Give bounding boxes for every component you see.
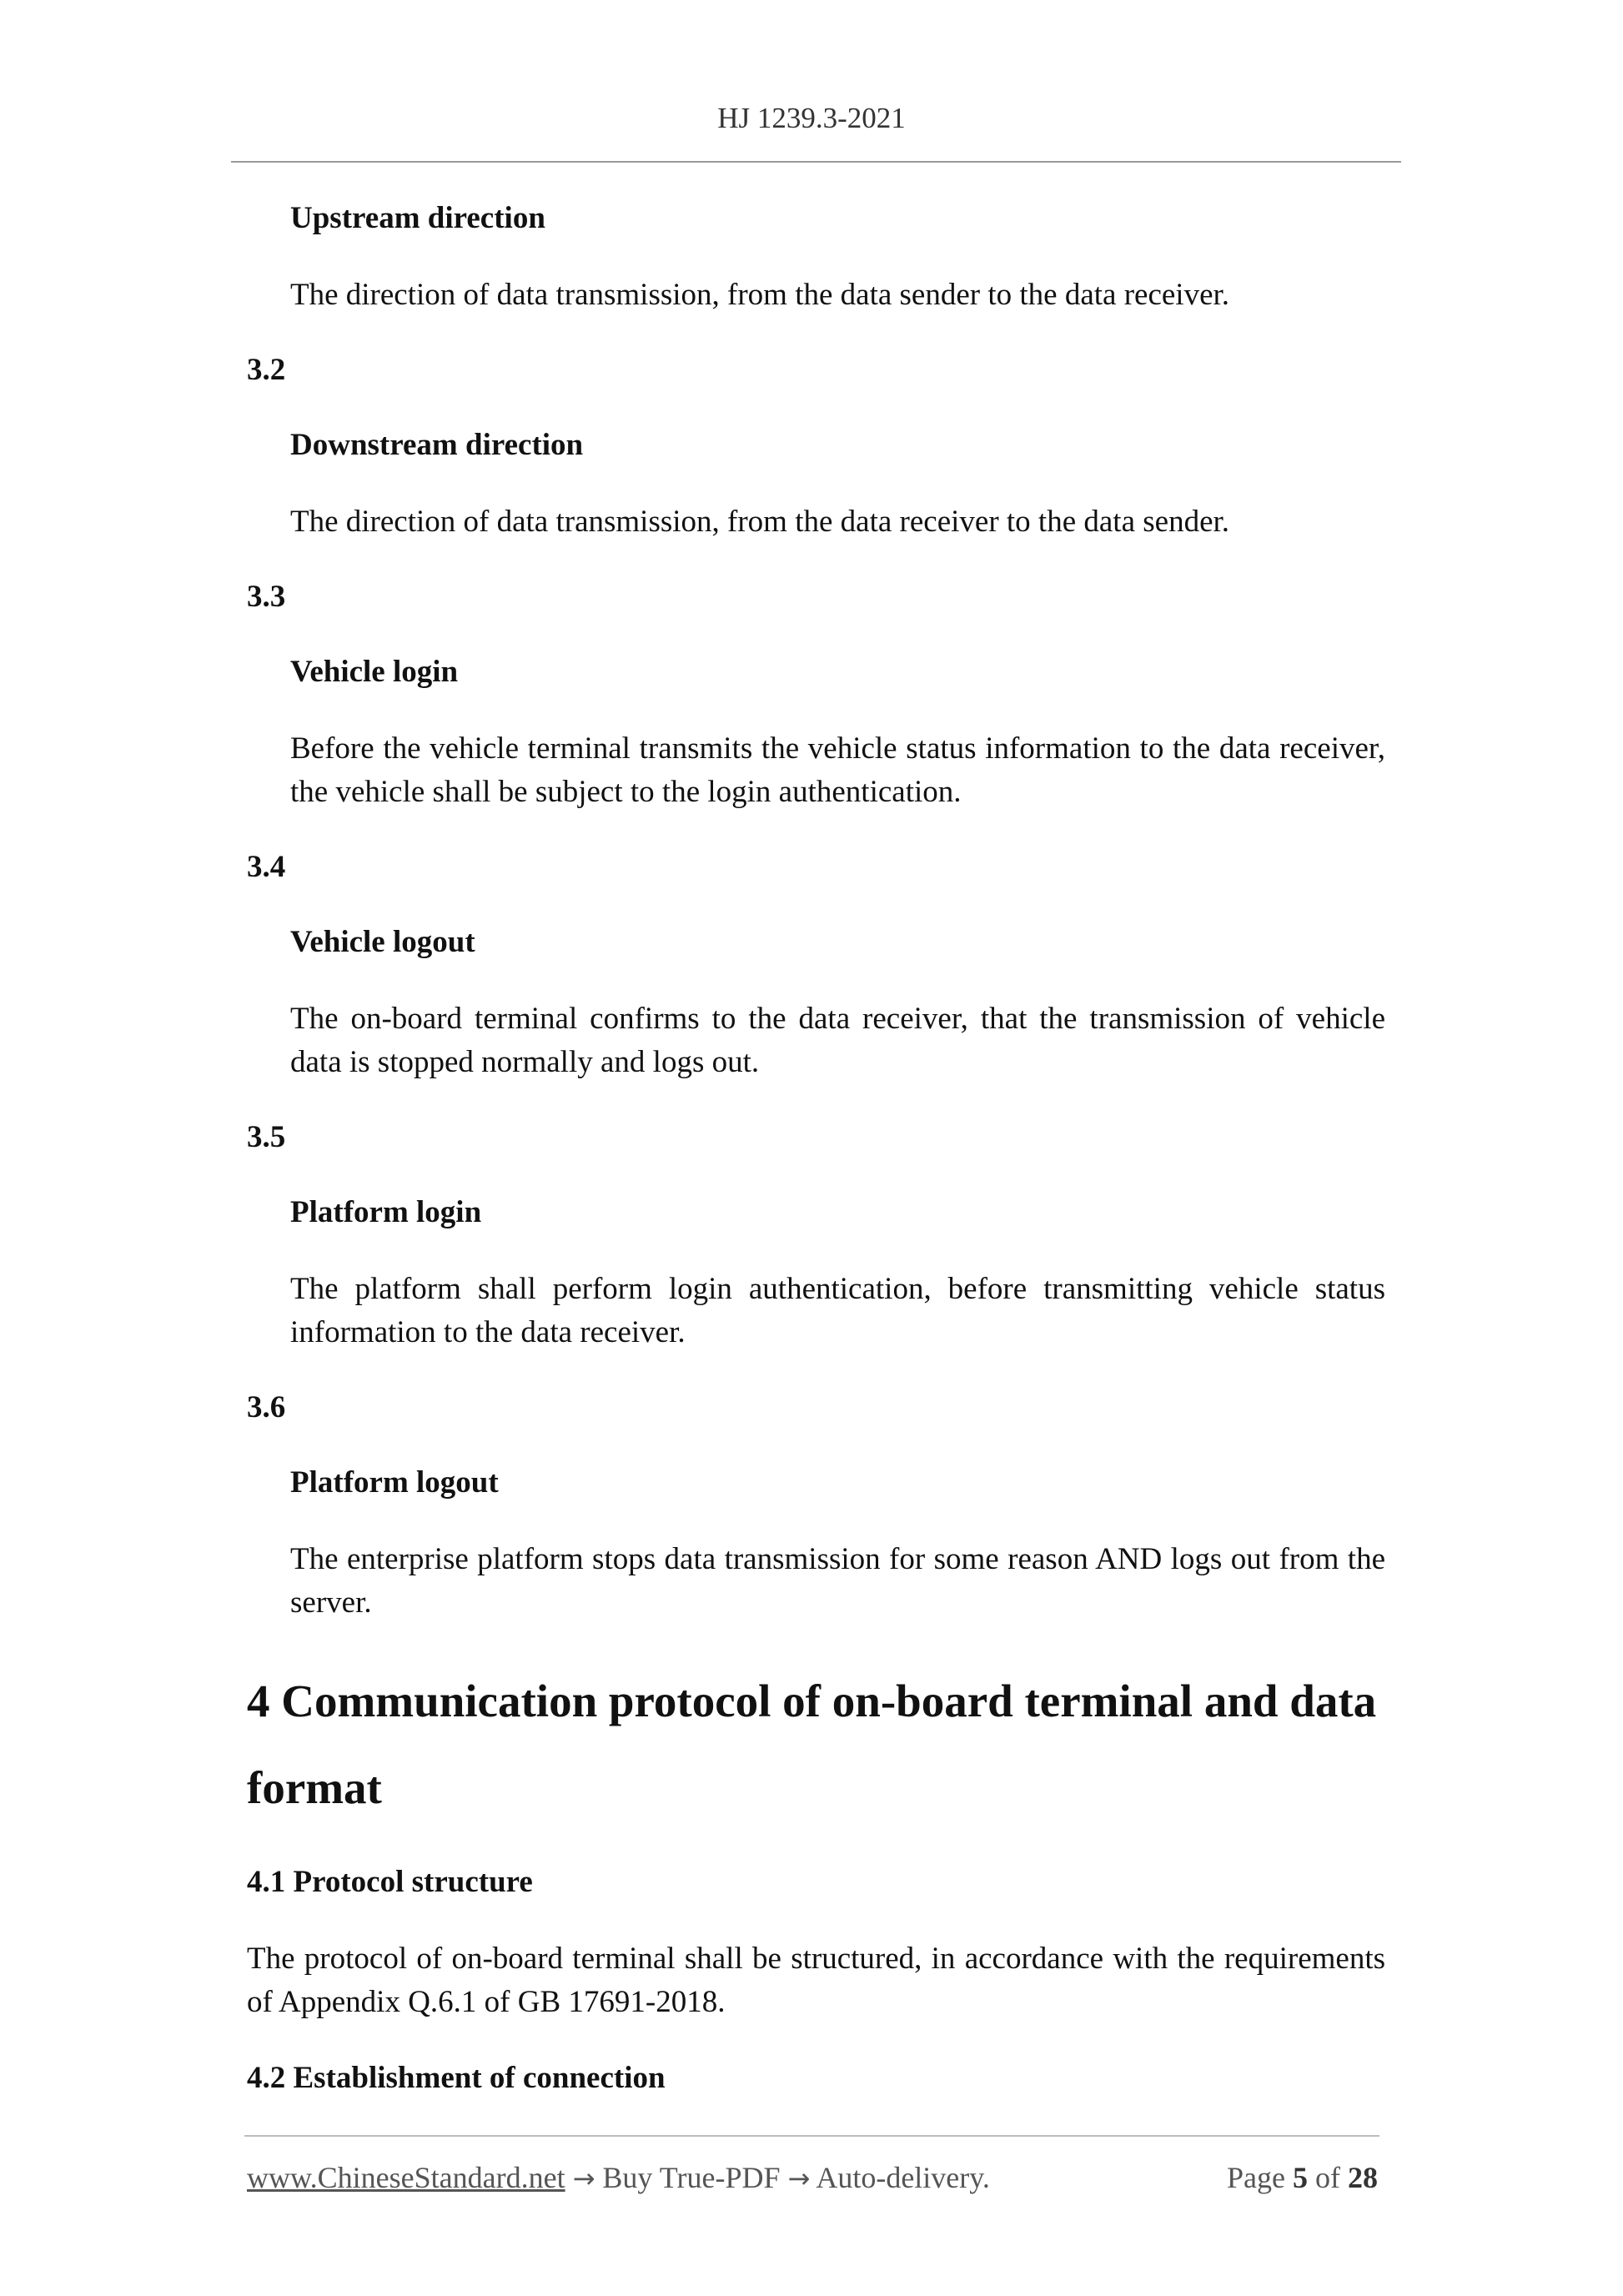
page-indicator [1227, 2160, 1378, 2195]
term-definition: The platform shall perform login authentication, before transmitting vehicle status information to the data receiver. [290, 1272, 1385, 1349]
document-header-title: HJ 1239.3-2021 [717, 102, 906, 134]
clause-number: 3.4 [247, 850, 286, 884]
term-heading: Upstream direction [290, 201, 545, 235]
term-definition: Before the vehicle terminal transmits the vehicle status information to the data receiver, the vehicle shall be subject to the login authentication. [290, 731, 1385, 809]
term-heading: Platform login [290, 1195, 482, 1229]
term-definition: The direction of data transmission, from the data receiver to the data sender. [290, 505, 1230, 539]
clause-number: 3.2 [247, 353, 286, 387]
buy-pdf-text: Buy True-PDF [602, 2161, 781, 2194]
current-page-number: 5 [1293, 2161, 1308, 2194]
total-pages-number: 28 [1348, 2161, 1378, 2194]
section-paragraph: The protocol of on-board terminal shall be structured, in accordance with the requirements of Appendix Q.6.1 of GB 17691-2018. [247, 1942, 1385, 2019]
auto-delivery-text: Auto-delivery. [816, 2161, 990, 2194]
subsection-heading: 4.2 Establishment of connection [247, 2061, 666, 2095]
of-label: of [1315, 2161, 1340, 2194]
arrow-right-icon: → [787, 2163, 811, 2194]
term-heading: Platform logout [290, 1465, 499, 1500]
section-heading: 4 Communication protocol of on-board terminal and data format [247, 1676, 1377, 1813]
clause-number: 3.3 [247, 580, 286, 614]
footer-divider [244, 2135, 1379, 2137]
term-definition: The direction of data transmission, from the data sender to the data receiver. [290, 278, 1230, 312]
page-label: Page [1227, 2161, 1285, 2194]
header-divider [231, 161, 1401, 163]
term-heading: Vehicle login [290, 655, 459, 689]
website-link[interactable]: www.ChineseStandard.net [247, 2161, 565, 2194]
footer-promo [247, 2160, 990, 2195]
clause-number: 3.6 [247, 1390, 286, 1424]
term-definition: The on-board terminal confirms to the data receiver, that the transmission of vehicle data is stopped normally and logs out. [290, 1002, 1385, 1079]
term-definition: The enterprise platform stops data transmission for some reason AND logs out from the server. [290, 1542, 1385, 1620]
subsection-heading: 4.1 Protocol structure [247, 1865, 533, 1899]
arrow-right-icon: → [572, 2163, 595, 2194]
term-heading: Vehicle logout [290, 925, 475, 959]
clause-number: 3.5 [247, 1120, 286, 1154]
term-heading: Downstream direction [290, 428, 584, 462]
